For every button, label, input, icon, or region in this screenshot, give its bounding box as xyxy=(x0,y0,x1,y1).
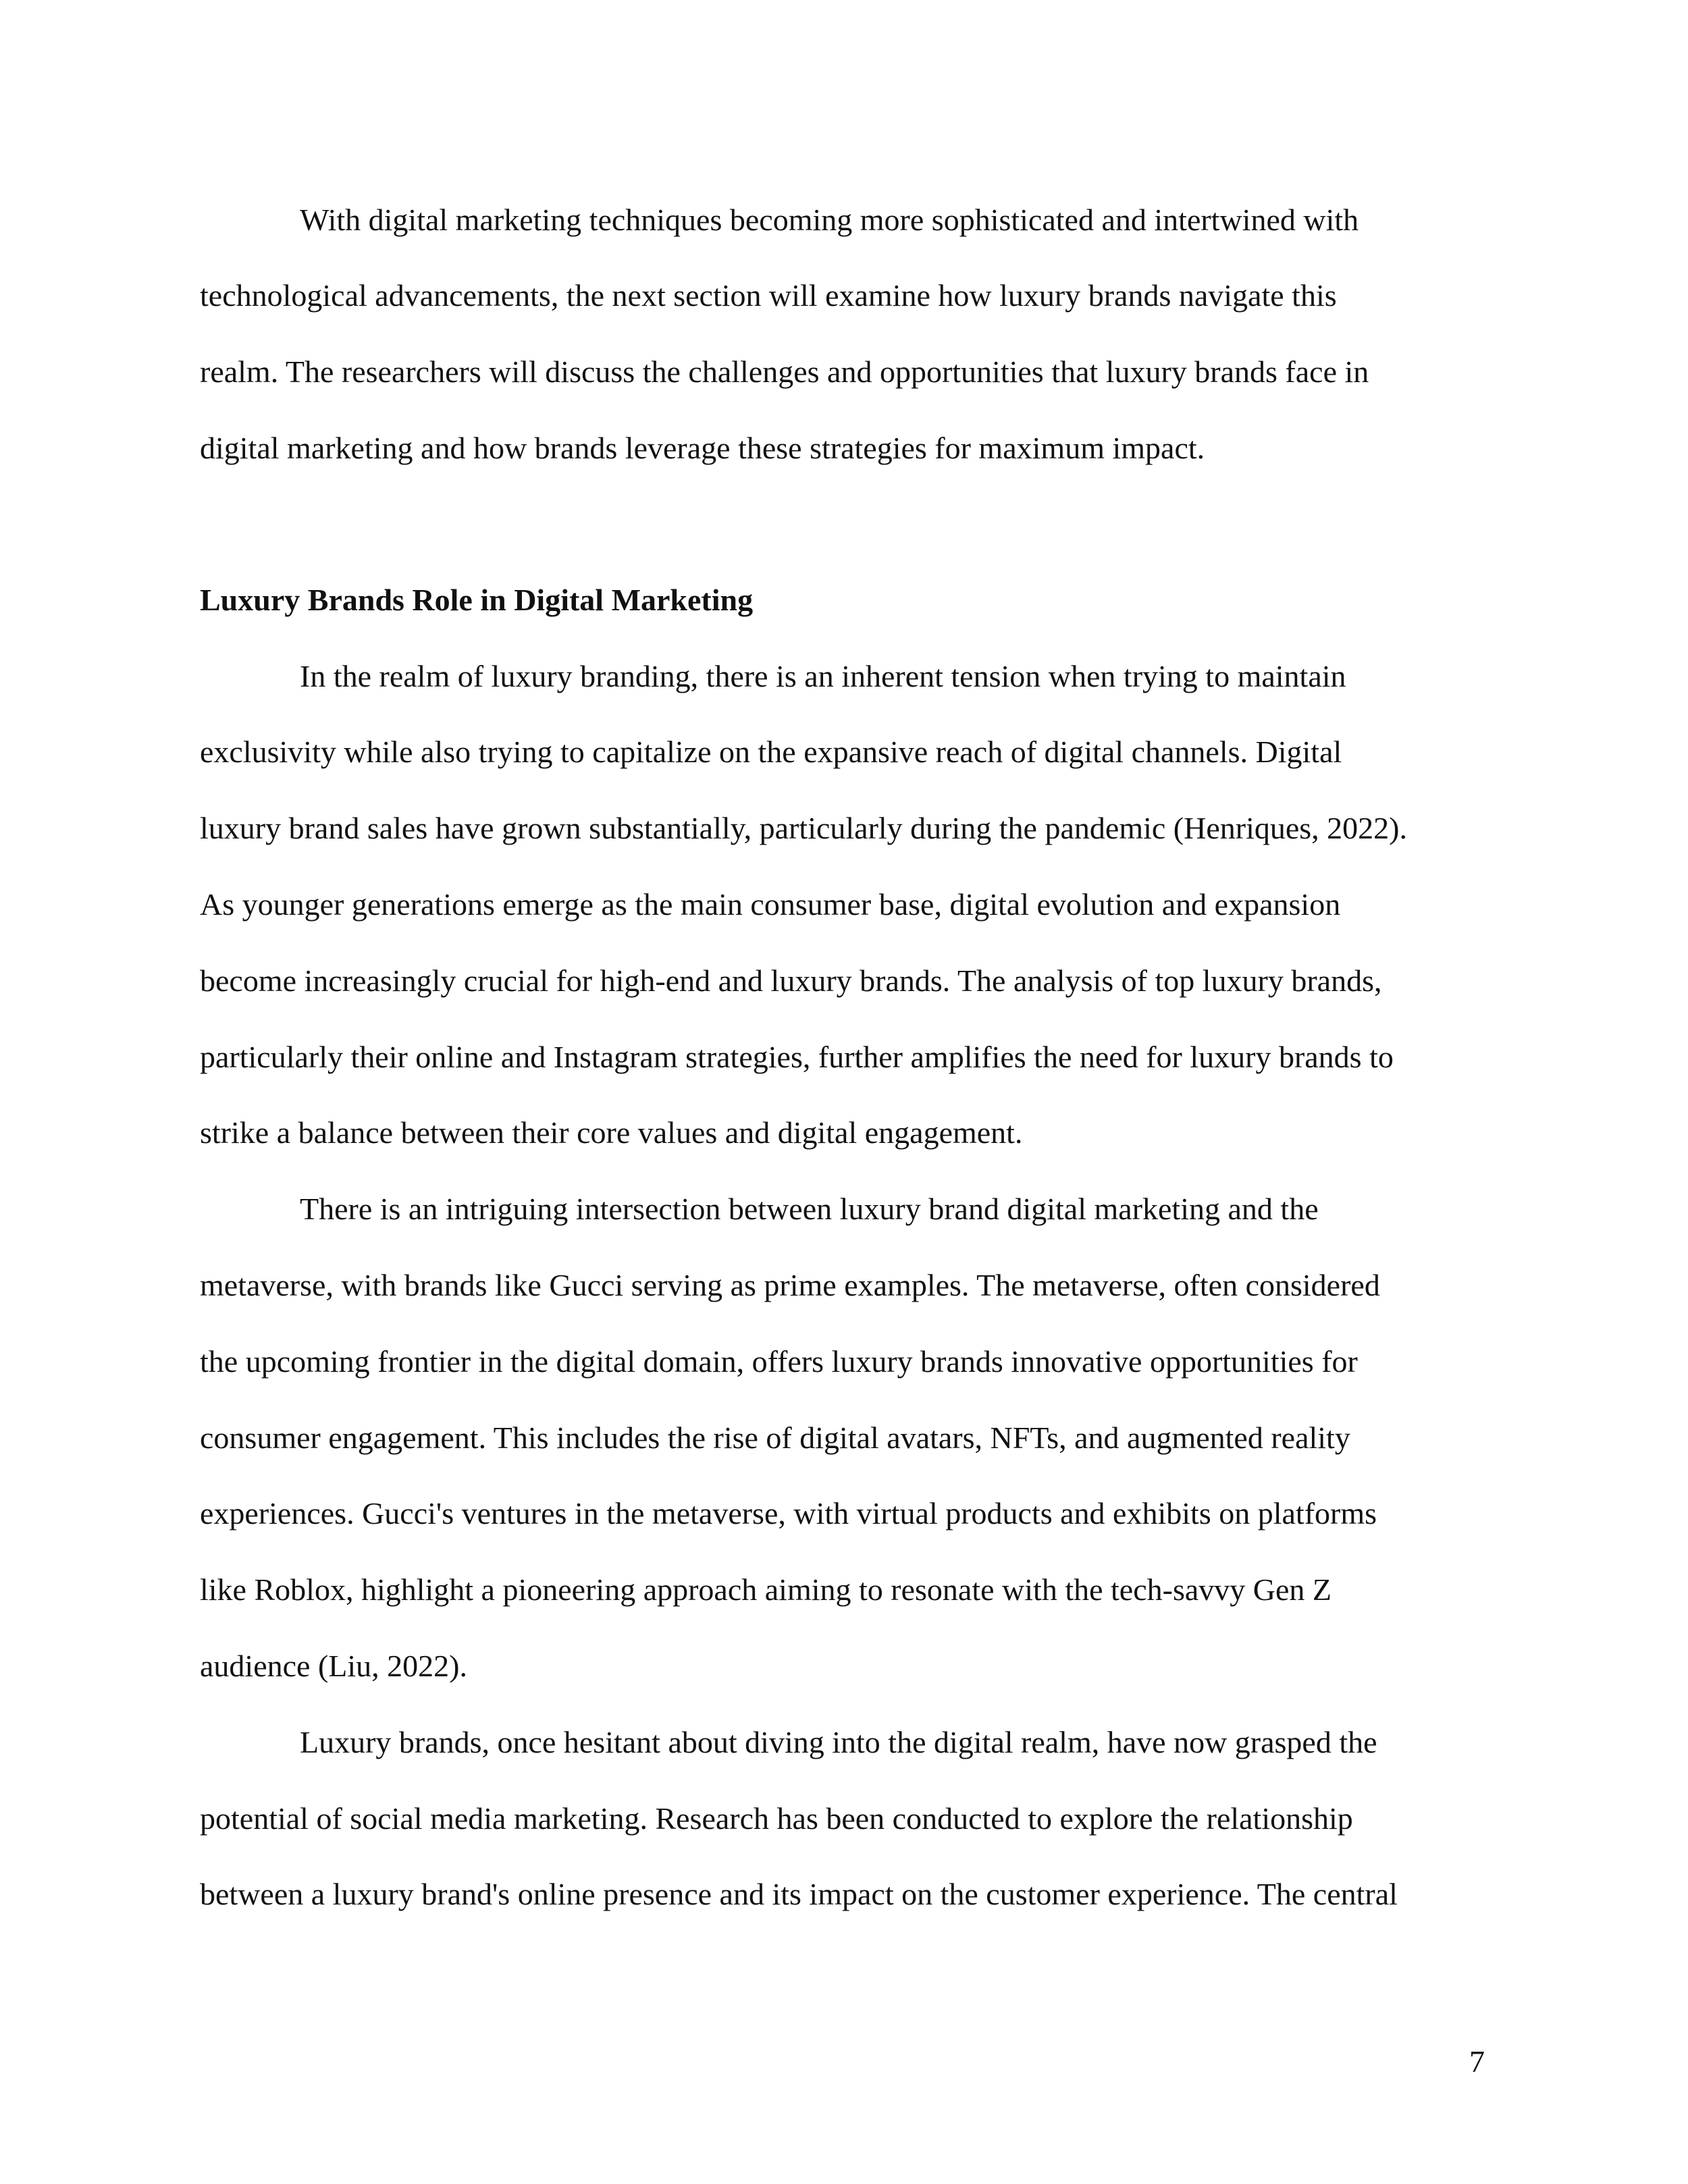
text-line: Luxury brands, once hesitant about diving into the digital realm, have now grasped the xyxy=(300,1725,1377,1759)
text-line: In the realm of luxury branding, there is an inherent tension when trying to maintain xyxy=(300,659,1346,693)
text-line: like Roblox, highlight a pioneering approach aiming to resonate with the tech-savvy Gen Z xyxy=(200,1572,1332,1607)
text-line: strike a balance between their core values and digital engagement. xyxy=(200,1115,1023,1150)
text-line: consumer engagement. This includes the rise of digital avatars, NFTs, and augmented reality xyxy=(200,1420,1350,1455)
text-line: metaverse, with brands like Gucci serving as prime examples. The metaverse, often considered xyxy=(200,1268,1380,1302)
text-line: audience (Liu, 2022). xyxy=(200,1649,467,1683)
text-line: With digital marketing techniques becoming more sophisticated and intertwined with xyxy=(300,203,1359,237)
text-line: luxury brand sales have grown substantially, particularly during the pandemic (Henriques, 2022). xyxy=(200,811,1407,845)
text-line: There is an intriguing intersection between luxury brand digital marketing and the xyxy=(300,1192,1319,1226)
page-number: 7 xyxy=(1469,2044,1485,2079)
text-line: experiences. Gucci's ventures in the metaverse, with virtual products and exhibits on platforms xyxy=(200,1496,1377,1530)
text-line: become increasingly crucial for high-end and luxury brands. The analysis of top luxury brands, xyxy=(200,963,1382,998)
text-line: between a luxury brand's online presence and its impact on the customer experience. The central xyxy=(200,1877,1398,1911)
section-heading: Luxury Brands Role in Digital Marketing xyxy=(200,583,754,617)
text-line: exclusivity while also trying to capitalize on the expansive reach of digital channels. Digital xyxy=(200,735,1342,769)
text-line: As younger generations emerge as the main consumer base, digital evolution and expansion xyxy=(200,887,1341,922)
text-line: potential of social media marketing. Research has been conducted to explore the relationship xyxy=(200,1801,1353,1836)
text-line: the upcoming frontier in the digital domain, offers luxury brands innovative opportunities for xyxy=(200,1344,1358,1379)
text-line: particularly their online and Instagram strategies, further amplifies the need for luxury brands to xyxy=(200,1040,1394,1074)
text-line: digital marketing and how brands leverage these strategies for maximum impact. xyxy=(200,431,1205,465)
text-line: realm. The researchers will discuss the challenges and opportunities that luxury brands face in xyxy=(200,354,1369,389)
text-line: technological advancements, the next section will examine how luxury brands navigate this xyxy=(200,278,1337,313)
